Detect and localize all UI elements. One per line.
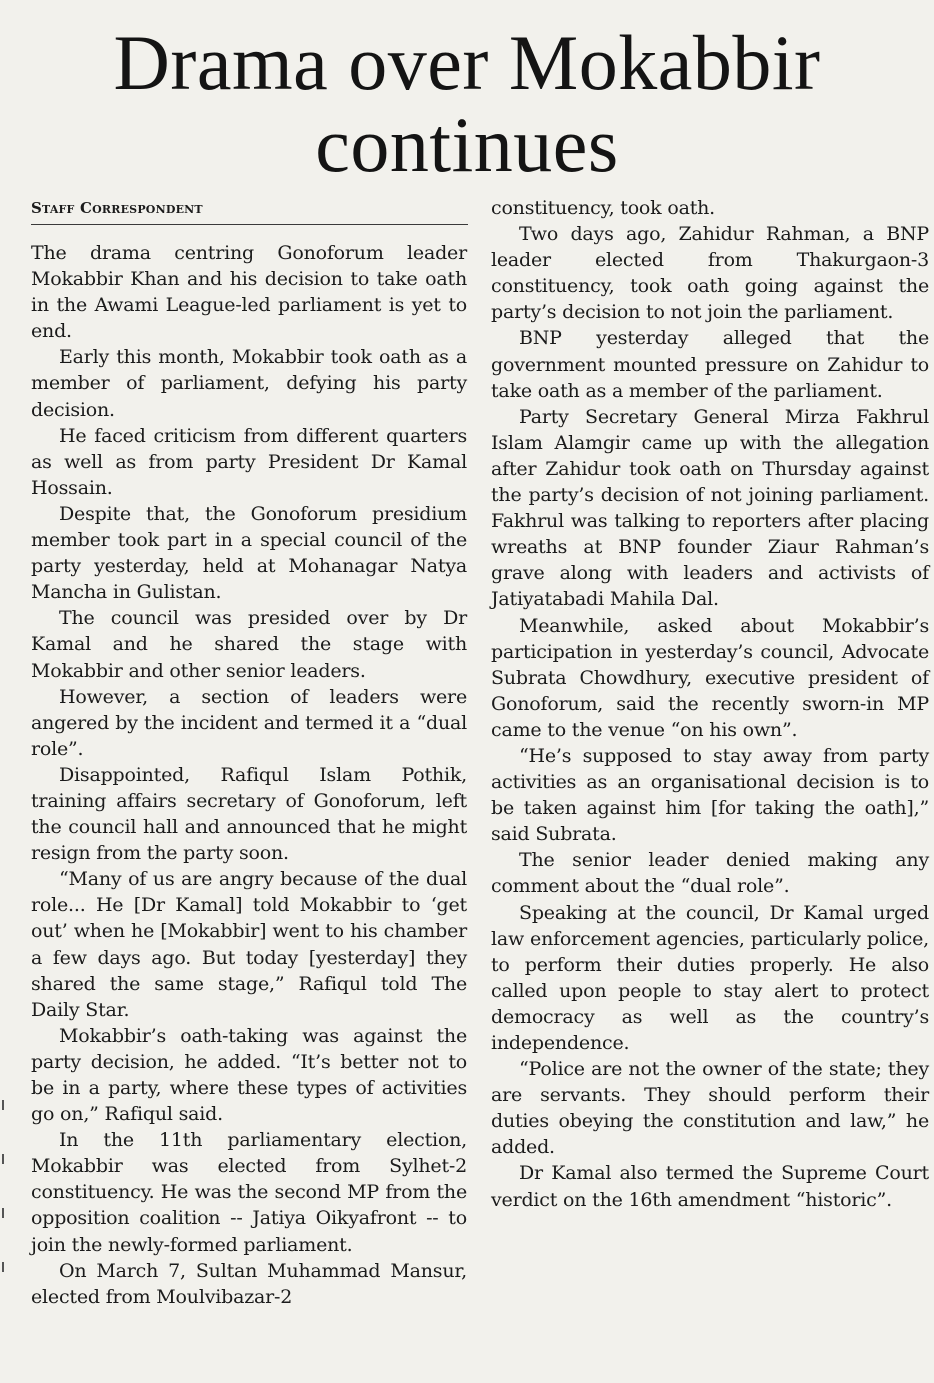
paragraph: Meanwhile, asked about Mokabbir’s participation in yesterday’s council, Advocate Subrata Chowdhury, executive president of Gonoforum, said the recently sworn-in MP came to the venue “on his own”. xyxy=(491,614,929,741)
article-column-left xyxy=(31,240,467,1310)
byline-divider xyxy=(31,224,468,225)
headline xyxy=(0,19,934,188)
paragraph: Speaking at the council, Dr Kamal urged law enforcement agencies, particularly police, to perform their duties properly. He also called upon people to stay alert to protect democracy as well as the country’s independence. xyxy=(491,901,929,1054)
paragraph: “He’s supposed to stay away from party activities as an organisational decision is to be taken against him [for taking the oath],” said Subrata. xyxy=(491,744,929,846)
paragraph: “Police are not the owner of the state; they are servants. They should perform their duties obeying the constitution and law,” he added. xyxy=(491,1058,929,1159)
headline-line-2: continues xyxy=(315,101,619,188)
paragraph: Dr Kamal also termed the Supreme Court verdict on the 16th amendment “historic”. xyxy=(491,1162,929,1211)
paragraph: Mokabbir’s oath-taking was against the party decision, he added. “It’s better not to be in a party, where these types of activities go on,” Rafiqul said. xyxy=(31,1024,467,1126)
paragraph: On March 7, Sultan Muhammad Mansur, elected from Moulvibazar-2 xyxy=(31,1259,467,1308)
article-column-right xyxy=(491,195,929,1213)
byline: Staff Correspondent xyxy=(31,199,203,217)
paragraph: Disappointed, Rafiqul Islam Pothik, training affairs secretary of Gonoforum, left the council hall and announced that he might resign from the party soon. xyxy=(31,763,467,865)
paragraph: However, a section of leaders were angered by the incident and termed it a “dual role”. xyxy=(31,685,467,760)
paragraph: Two days ago, Zahidur Rahman, a BNP leader elected from Thakurgaon-3 constituency, took oath going against the party’s decision to not join the parliament. xyxy=(491,223,929,324)
scan-edge-marks xyxy=(0,1100,6,1330)
scan-edge-mark xyxy=(2,1208,4,1218)
paragraph: Despite that, the Gonoforum presidium member took part in a special council of the party yesterday, held at Mohanagar Natya Mancha in Gulistan. xyxy=(31,502,467,604)
paragraph: The senior leader denied making any comment about the “dual role”. xyxy=(491,849,929,898)
scan-edge-mark xyxy=(2,1100,4,1110)
paragraph: Early this month, Mokabbir took oath as a member of parliament, defying his party decision. xyxy=(31,346,467,421)
headline-line-1: Drama over Mokabbir xyxy=(113,19,821,106)
scan-edge-mark xyxy=(2,1154,4,1164)
paragraph-continued: constituency, took oath. xyxy=(491,197,716,219)
paragraph: Party Secretary General Mirza Fakhrul Islam Alamgir came up with the allegation after Zahidur took oath on Thursday against the party’s decision of not joining parliament. Fakhrul was talking to reporters after placing wreaths at BNP founder Ziaur Rahman’s grave along with leaders and activists of Jatiyatabadi Mahila Dal. xyxy=(491,405,929,611)
paragraph: The council was presided over by Dr Kamal and he shared the stage with Mokabbir and other senior leaders. xyxy=(31,607,467,682)
paragraph: He faced criticism from different quarters as well as from party President Dr Kamal Hossain. xyxy=(31,424,467,499)
scan-edge-mark xyxy=(2,1262,4,1272)
paragraph: In the 11th parliamentary election, Mokabbir was elected from Sylhet-2 constituency. He was the second MP from the opposition coalition -- Jatiya Oikyafront -- to join the newly-formed parliament. xyxy=(31,1129,467,1256)
paragraph: The drama centring Gonoforum leader Mokabbir Khan and his decision to take oath in the Awami League-led parliament is yet to end. xyxy=(31,242,467,343)
paragraph: “Many of us are angry because of the dual role... He [Dr Kamal] told Mokabbir to ‘get out’ when he [Mokabbir] went to his chamber a few days ago. But today [yesterday] they shared the same stage,” Rafiqul told The Daily Star. xyxy=(31,868,467,1021)
paragraph: BNP yesterday alleged that the government mounted pressure on Zahidur to take oath as a member of the parliament. xyxy=(491,327,929,402)
